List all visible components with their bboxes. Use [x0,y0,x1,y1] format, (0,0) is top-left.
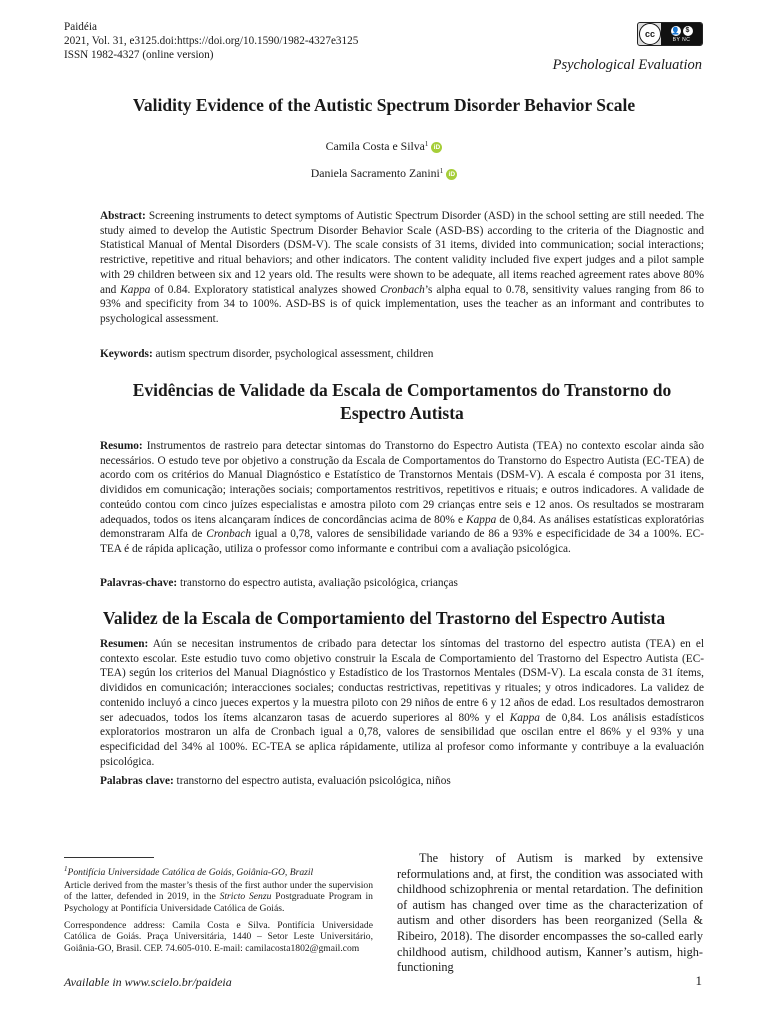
resumen-text: de 0,84. Los análisis estadísticos exploratorios mostraron un alfa de Cronbach igual a 0,78, valores de sensibilidad que oscilan entre el 86% y el 93% y una especificidad del 34% al 100%. EC-TEA se aplica rápidamente, utiliza al profesor como informante y contribuye a la evaluación psicológica. [100,711,704,768]
palabras-clave-label: Palabras clave: [100,775,174,787]
palabras-clave [100,774,704,789]
affiliation-text: Pontifícia Universidade Católica de Goiás, Goiânia-GO, Brazil [67,867,314,878]
footnote-text: Postgraduate Program in Psychology at Pontifícia Universidade Católica de Goiás. [64,891,373,914]
resumo-label: Resumo: [100,440,143,452]
kappa-term: Kappa [120,283,151,296]
kappa-term: Kappa [509,711,540,724]
author-affiliation-sup: 1 [424,140,429,148]
palavras-chave-label: Palavras-chave: [100,577,178,589]
resumen-label: Resumen: [100,638,149,650]
abstract-label: Abstract: [100,210,146,222]
palabras-clave-text: transtorno del espectro autista, evaluación psicológica, niños [173,775,451,787]
journal-name: Paidéia [64,21,97,33]
author-1 [64,139,704,154]
author-name: Camila Costa e Silva [325,139,425,153]
section-label: Psychological Evaluation [552,57,702,73]
keywords-label: Keywords: [100,348,153,360]
footnote-article [64,880,373,914]
kappa-term: Kappa [466,513,497,526]
article-title-pt: Evidências de Validade da Escala de Comportamentos do Transtorno do Espectro Autista [132,380,672,423]
keywords [100,347,704,362]
abstract-text: ’s alpha equal to 0.78, sensitivity values ranging from 86 to 93% and specificity from 34 to 100%. ASD-BS is of quick implementation, uses the teacher as an informant and contributes to psychological assessment. [100,283,704,325]
license-sub-label: BY NC [672,36,691,43]
author-name: Daniela Sacramento Zanini [310,166,440,180]
affiliation-sup: 1 [64,865,68,873]
footnote-affiliation [64,864,373,878]
footnote-text: Article derived from the master’s thesis of the first author under the supervision of the latter, defended in 2019, in the [64,880,373,903]
resumo-text: de 0,84. As análises estatísticas exploratórias demonstraram Alfa de [100,513,704,541]
journal-citation[interactable]: 2021, Vol. 31, e3125.doi:https://doi.org/10.1590/1982-4327e3125 [64,35,359,47]
abstract [100,209,704,327]
footer-available[interactable]: Available in www.scielo.br/paideia [64,975,232,989]
orcid-icon[interactable]: iD [431,142,442,153]
keywords-text: autism spectrum disorder, psychological assessment, children [152,348,434,360]
resumo-text: Instrumentos de rastreio para detectar sintomas do Transtorno do Espectro Autista (TEA) no contexto escolar ainda são necessários. O estudo teve por objetivo a construção da Escala de Comportamentos do Transtorno do Espectro Autista (EC-TEA) de acordo com os critérios do Manual Diagnóstico e Estatístico de Transtornos Mentais (DSM-V). A escala é composta por 31 itens, divididos em comunicação; interações sociais; comportamentos restritivos, repetitivos e rituais; e outros indicadores. A validade de conteúdo contou com cinco juízes especialistas e amostra piloto com 29 crianças entre seis e 12 anos. Os resultados se mostraram adequados, todos os itens alcançaram índices de concordâncias acima de 80% e [100,440,704,526]
cronbach-term: Cronbach [206,528,252,541]
orcid-icon[interactable]: iD [446,169,457,180]
cc-license-badge[interactable] [637,22,703,46]
author-2 [64,166,704,181]
nc-noncommercial-icon: $ [683,26,693,36]
footnote-rule [64,857,154,858]
body-text-intro: The history of Autism is marked by extensive reformulations and, at first, the condition was associated with childhood schizophrenia or mental retardation. The definition of autism has changed over time as the characterization of autism and other disorders has been reorganized (Sella & Ribeiro, 2018). The disorder encompasses the so-called early childhood autism, childhood autism, Kanner’s autism, high-functioning [397,851,703,975]
palavras-chave [100,576,704,591]
page-number: 1 [695,973,702,988]
resumo [100,439,704,557]
abstract-text: Screening instruments to detect symptoms of Autistic Spectrum Disorder (ASD) in the school setting are still needed. The study aimed to develop the Autistic Spectrum Disorder Behavior Scale (ASD-BS) according to the criteria of the Diagnostic and Statistical Manual of Mental Disorders (DSM-V). The scale consists of 31 items, divided into communication; social interactions; restrictive, repetitive and ritual behaviors; and other indicators. The content validity included five expert judges and a pilot sample with 29 children between six and 12 years old. The results were shown to be adequate, all items reached agreement rates above 80% and [100,210,704,296]
resumo-text: igual a 0,78, valores de sensibilidade variando de 86 a 93% e especificidade de 34 a 100%. EC-TEA é de rápida aplicação, utiliza o professor como informante e contribui com a avaliação psicológica. [100,528,704,555]
article-title-en: Validity Evidence of the Autistic Spectrum Disorder Behavior Scale [132,95,636,115]
cc-icon: cc [639,23,661,45]
resumen [100,637,704,769]
cronbach-term: Cronbach [380,283,425,296]
abstract-text: of 0.84. Exploratory statistical analyzes showed [150,283,381,296]
resumen-text: Aún se necesitan instrumentos de cribado para detectar los síntomas del trastorno del espectro autista (TEA) en el contexto escolar. Este estudio tuvo como objetivo construir la Escala de Comportamiento del Trastorno del Espectro Autista (EC-TEA) según los criterios del Manual Diagnóstico y Estadístico de los Trastornos Mentales (DSM-V). La escala consta de 31 ítems, divididos en comunicación; interacciones sociales; conductas restrictivas, repetitivas y rituales; y otros indicadores. La validez de contenido incluyó a cinco jueces expertos y la muestra piloto con 29 niños de entre 6 y 12 años de edad. Los resultados demostraron ser adecuados, todos los ítems alcanzaron tasas de acuerdo superiores al 80% y el [100,638,704,724]
article-title-es: Validez de la Escala de Comportamiento del Trastorno del Espectro Autista [102,608,666,628]
palavras-chave-text: transtorno do espectro autista, avaliação psicológica, crianças [177,577,458,589]
journal-issn: ISSN 1982-4327 (online version) [64,49,214,61]
footnote-correspondence: Correspondence address: Camila Costa e Silva. Pontifícia Universidade Católica de Goiás. Praça Universitária, 1440 – Setor Leste Universitário, Goiânia-GO, Brasil. CEP. 74.605-010. E-mail: camilacosta1802@gmail.com [64,920,373,954]
author-affiliation-sup: 1 [439,167,444,175]
by-attribution-icon: 👤 [671,27,680,35]
footnote-italic: Stricto Senzu [219,891,272,903]
